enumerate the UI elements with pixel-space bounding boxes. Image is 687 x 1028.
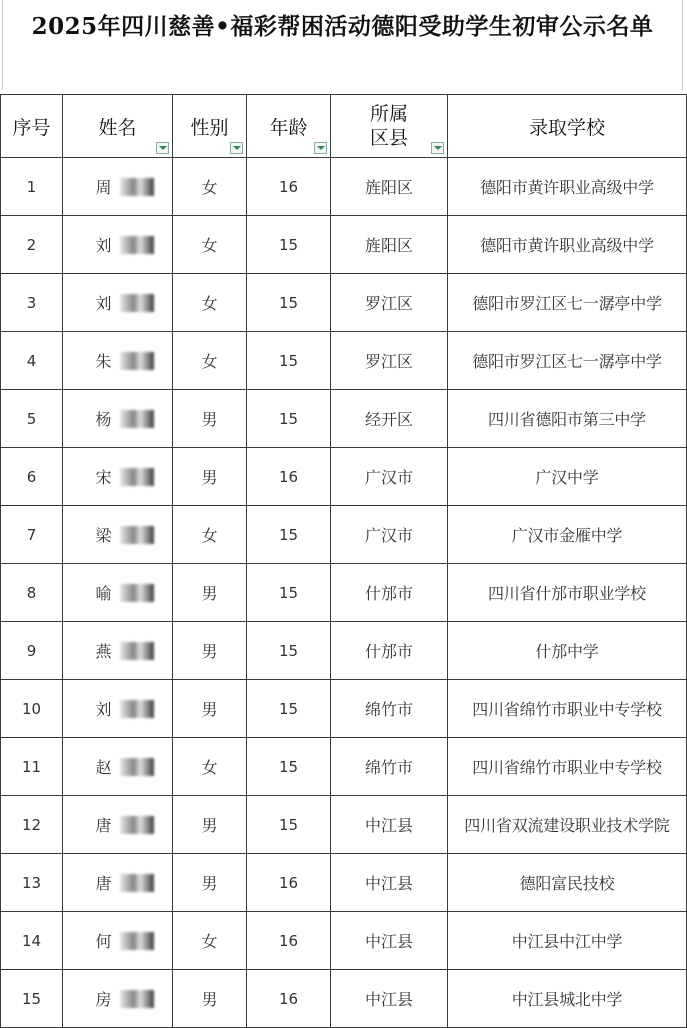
redaction-mosaic [120,178,154,196]
row-name [63,564,173,622]
redaction-mosaic [120,874,154,892]
redaction-mosaic [120,816,154,834]
row-surname: 刘 [95,700,112,719]
row-index: 14 [1,912,63,970]
redaction-mosaic [120,758,154,776]
row-school: 四川省双流建设职业技术学院 [448,796,687,854]
row-name [63,854,173,912]
table-row [1,680,687,738]
row-gender: 男 [173,680,247,738]
row-name [63,332,173,390]
row-surname: 唐 [95,816,112,835]
row-age: 15 [247,796,331,854]
row-surname: 周 [95,178,112,197]
header-name [63,95,173,158]
table-row [1,970,687,1028]
row-school: 德阳富民技校 [448,854,687,912]
row-name [63,796,173,854]
row-surname: 梁 [95,526,112,545]
row-index: 12 [1,796,63,854]
row-name [63,680,173,738]
row-gender: 女 [173,332,247,390]
header-age [247,95,331,158]
row-surname: 燕 [95,642,112,661]
row-surname: 唐 [95,874,112,893]
row-district: 广汉市 [331,448,448,506]
header-district-label: 所属区县 [369,103,408,149]
row-name [63,622,173,680]
filter-dropdown-icon[interactable] [230,142,243,154]
row-surname: 刘 [95,236,112,255]
row-school: 德阳市罗江区七一潺亭中学 [448,332,687,390]
row-district: 中江县 [331,854,448,912]
redaction-mosaic [120,236,154,254]
row-school: 什邡中学 [448,622,687,680]
row-district: 绵竹市 [331,738,448,796]
table-row [1,158,687,216]
row-surname: 赵 [95,758,112,777]
row-district: 旌阳区 [331,216,448,274]
header-row [1,95,687,158]
row-gender: 男 [173,448,247,506]
redaction-mosaic [120,700,154,718]
page-title: 2025年四川慈善•福彩帮困活动德阳受助学生初审公示名单 [31,13,654,40]
row-gender: 女 [173,158,247,216]
row-name [63,216,173,274]
row-name [63,448,173,506]
row-surname: 朱 [95,352,112,371]
table-row [1,564,687,622]
row-gender: 女 [173,274,247,332]
header-index [1,95,63,158]
row-name [63,158,173,216]
row-index: 9 [1,622,63,680]
row-age: 15 [247,680,331,738]
row-gender: 男 [173,796,247,854]
row-index: 15 [1,970,63,1028]
row-surname: 房 [95,990,112,1009]
row-school: 德阳市黄许职业高级中学 [448,216,687,274]
row-index: 1 [1,158,63,216]
row-name [63,738,173,796]
row-district: 绵竹市 [331,680,448,738]
row-age: 15 [247,738,331,796]
row-school: 中江县中江中学 [448,912,687,970]
table-row [1,506,687,564]
table-row [1,912,687,970]
row-school: 德阳市罗江区七一潺亭中学 [448,274,687,332]
row-age: 15 [247,274,331,332]
row-age: 16 [247,158,331,216]
row-surname: 宋 [95,468,112,487]
row-age: 15 [247,506,331,564]
row-index: 11 [1,738,63,796]
row-gender: 男 [173,854,247,912]
header-age-label: 年龄 [269,116,308,139]
header-school-label: 录取学校 [528,116,605,139]
row-name [63,970,173,1028]
student-table [0,94,687,1028]
row-index: 7 [1,506,63,564]
row-index: 3 [1,274,63,332]
row-name [63,506,173,564]
row-school: 德阳市黄许职业高级中学 [448,158,687,216]
row-age: 15 [247,332,331,390]
row-district: 中江县 [331,912,448,970]
filter-dropdown-icon[interactable] [156,142,169,154]
row-name [63,274,173,332]
row-age: 15 [247,622,331,680]
row-district: 什邡市 [331,564,448,622]
row-district: 罗江区 [331,332,448,390]
row-index: 6 [1,448,63,506]
title-area [2,0,683,90]
redaction-mosaic [120,410,154,428]
row-gender: 男 [173,390,247,448]
row-school: 广汉市金雁中学 [448,506,687,564]
table-row [1,390,687,448]
filter-dropdown-icon[interactable] [314,142,327,154]
row-age: 16 [247,912,331,970]
redaction-mosaic [120,294,154,312]
row-age: 16 [247,448,331,506]
table-row [1,216,687,274]
row-district: 广汉市 [331,506,448,564]
row-district: 中江县 [331,970,448,1028]
row-gender: 女 [173,912,247,970]
row-school: 中江县城北中学 [448,970,687,1028]
row-district: 罗江区 [331,274,448,332]
row-school: 广汉中学 [448,448,687,506]
table-row [1,274,687,332]
table-row [1,448,687,506]
row-school: 四川省绵竹市职业中专学校 [448,738,687,796]
row-index: 2 [1,216,63,274]
row-school: 四川省什邡市职业学校 [448,564,687,622]
row-index: 10 [1,680,63,738]
row-name [63,912,173,970]
row-index: 4 [1,332,63,390]
row-index: 13 [1,854,63,912]
header-school [448,95,687,158]
row-surname: 刘 [95,294,112,313]
row-index: 8 [1,564,63,622]
row-surname: 何 [95,932,112,951]
row-index: 5 [1,390,63,448]
table-row [1,796,687,854]
row-surname: 喻 [95,584,112,603]
row-age: 15 [247,564,331,622]
row-surname: 杨 [95,410,112,429]
row-district: 中江县 [331,796,448,854]
row-school: 四川省绵竹市职业中专学校 [448,680,687,738]
row-gender: 男 [173,622,247,680]
row-age: 15 [247,216,331,274]
row-district: 旌阳区 [331,158,448,216]
redaction-mosaic [120,526,154,544]
filter-dropdown-icon[interactable] [431,142,444,154]
row-school: 四川省德阳市第三中学 [448,390,687,448]
row-age: 15 [247,390,331,448]
redaction-mosaic [120,352,154,370]
table-row [1,622,687,680]
table-row [1,854,687,912]
redaction-mosaic [120,584,154,602]
redaction-mosaic [120,932,154,950]
redaction-mosaic [120,642,154,660]
row-gender: 女 [173,216,247,274]
table-row [1,332,687,390]
redaction-mosaic [120,990,154,1008]
redaction-mosaic [120,468,154,486]
table-row [1,738,687,796]
row-district: 什邡市 [331,622,448,680]
header-gender [173,95,247,158]
row-age: 16 [247,970,331,1028]
header-index-label: 序号 [12,116,51,139]
row-gender: 男 [173,564,247,622]
row-gender: 男 [173,970,247,1028]
header-name-label: 姓名 [98,116,137,139]
row-gender: 女 [173,738,247,796]
header-gender-label: 性别 [190,116,229,139]
header-district [331,95,448,158]
row-district: 经开区 [331,390,448,448]
row-name [63,390,173,448]
row-age: 16 [247,854,331,912]
row-gender: 女 [173,506,247,564]
